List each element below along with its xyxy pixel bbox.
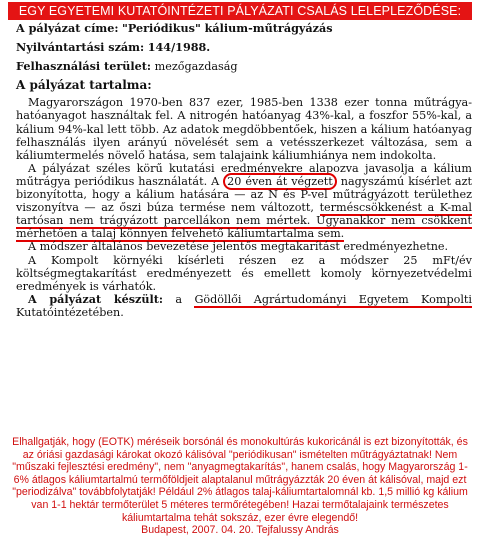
signature: Budapest, 2007. 04. 20. Tejfalussy András	[141, 524, 339, 537]
paragraph-1: Magyarországon 1970-ben 837 ezer, 1985-ben 1338 ezer tonna műtrágya-hatóanyagot használtak fel. A nitrogén hatóanyag 43%-kal, a foszfor 55%-kal, a kálium 94%-kal lett több. Az adatok megdöbbentőek, hiszen a kálium hatóanyag felhasználás ilyen arányú növelését sem a vetésszerkezet változása, sem a káliumtermelés növelő hatása, sem talajaink káliumhiánya nem indokolta.	[16, 96, 472, 162]
paragraph-4: A Kompolt környéki kísérleti részen ez a módszer 25 mFt/év költségmegtakarítást eredményezett és emellett komoly környezetvédelmi eredmények is várhatók.	[16, 253, 472, 293]
reg-label: Nyilvántartási szám:	[16, 41, 145, 55]
commentary-text: Elhallgatják, hogy (EOTK) méréseik borsónál és monokultúrás kukoricánál is ezt bizonyították, és az óriási gazdasági károkat okozó kálisóval "periódikusan" ismételten műtrágyáztatnak! Nem "műszaki fejlesztési eredmény", nem "anyagmegtakarítás", hanem csalás, hogy Magyarország 1-6% átlagos káliumtartalmú termőföldjeit alaptalanul műtrágyázzták 20 éven át kálisóval, majd ezt "periodizálva" továbbfolytatják! Például 2% átlagos talaj-káliumtartalomnál kb. 1,5 millió kg kálium van 1-1 hektár termőterület 5 méteres termőrétegében! Hazai termőtalajaink természetes káliumtartalma tehát sokszáz, ezer évre elegendő!	[12, 436, 468, 524]
area-line	[16, 60, 472, 73]
scanned-document	[16, 22, 472, 432]
made-at-article: a	[175, 292, 183, 306]
paragraph-2-start: A pályázat széles körű kutatási eredményekre alapozva javasolja a kálium műtrágya periódikus használatát. A	[16, 161, 472, 188]
paragraph-2-middle: nagyszámú kísérlet azt bizonyította, hogy a kálium hatására — az N és P-vel műtrágyázott területhez viszonyítva — az őszi búza termése nem változott,	[16, 174, 472, 215]
title-value: "Periódikus" kálium-műtrágyázás	[122, 22, 333, 35]
title-label: A pályázat címe:	[16, 22, 119, 35]
commentary-footer	[8, 436, 472, 552]
content-heading: A pályázat tartalma:	[16, 78, 152, 93]
circled-phrase: 20 éven át végzett	[223, 173, 337, 190]
underlined-claim: terméscsökkenést a K-mal tartósan nem trágyázott parcellákon nem mértek. Ugyanakkor nem csökkent mérhetően a talaj könnyen felvehető káliumtartalma sem.	[16, 201, 472, 241]
paragraph-3: A módszer általános bevezetése jelentős megtakarítást eredményezhetne.	[28, 240, 449, 254]
reg-line	[16, 41, 472, 54]
institution-suffix: Kutatóintézetében.	[16, 305, 124, 319]
area-label: Felhasználási terület:	[16, 60, 152, 74]
paragraph-2	[16, 162, 472, 241]
institution-name: Gödöllői Agrártudományi Egyetem Kompolti	[194, 292, 473, 306]
reg-value: 144/1988.	[147, 41, 211, 55]
banner-title: EGY EGYETEMI KUTATÓINTÉZETI PÁLYÁZATI CSALÁS LELEPLEZŐDÉSE:	[8, 2, 472, 20]
title-line	[16, 22, 472, 35]
area-value: mezőgazdaság	[154, 60, 238, 74]
made-at-label: A pályázat készült:	[28, 291, 164, 306]
paragraph-5	[16, 293, 472, 319]
